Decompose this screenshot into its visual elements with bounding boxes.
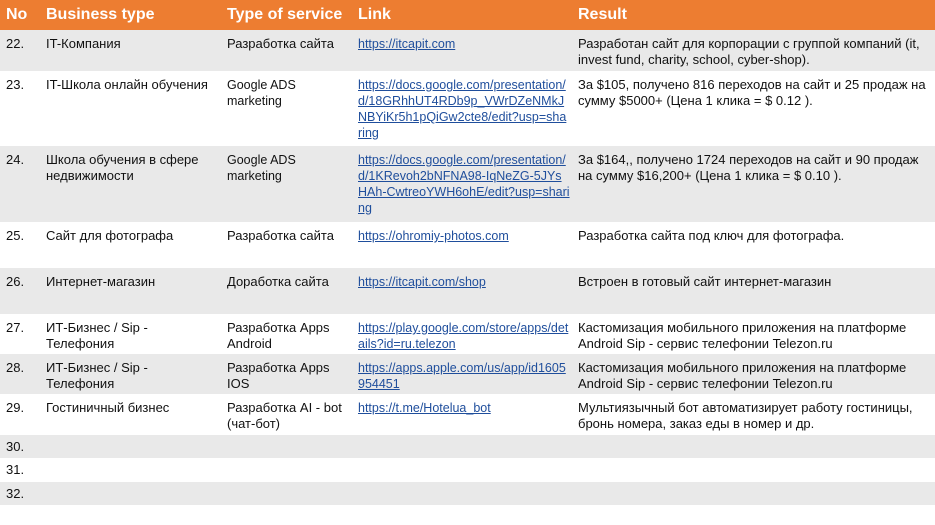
business-type-cell xyxy=(40,482,221,505)
service-cell: Разработка AI - bot (чат-бот) xyxy=(227,400,342,431)
result-cell xyxy=(572,458,935,482)
table-row xyxy=(0,30,935,71)
service-cell: Разработка Apps Android xyxy=(227,320,330,351)
business-type-cell: Интернет-магазин xyxy=(46,274,156,289)
service-cell: Разработка Apps IOS xyxy=(227,360,330,391)
result-cell xyxy=(572,482,935,505)
service-cell: Разработка сайта xyxy=(227,228,334,243)
row-number: 25. xyxy=(6,228,25,243)
business-type-cell: ИТ-Бизнес / Sip - Телефония xyxy=(46,360,148,391)
header-no: No xyxy=(6,6,28,23)
table-row xyxy=(0,458,935,482)
header-business-type: Business type xyxy=(46,6,155,23)
link-cell[interactable]: https://docs.google.com/presentation/d/18GRhhUT4RDb9p_VWrDZeNMkJNBYiKr5h1pQiGw2cte8/edit?usp=sharing xyxy=(358,78,567,140)
row-number: 31. xyxy=(6,462,25,477)
result-cell: Мультиязычный бот автоматизирует работу гостиницы, бронь номера, заказ еды в номер и др. xyxy=(578,400,913,431)
business-type-cell: Школа обучения в сфере недвижимости xyxy=(46,152,199,183)
result-cell: Встроен в готовый сайт интернет-магазин xyxy=(578,274,832,289)
link-cell[interactable]: https://t.me/Hotelua_bot xyxy=(358,401,491,415)
link-cell[interactable]: https://itcapit.com xyxy=(358,37,456,51)
row-number: 29. xyxy=(6,400,25,415)
table-row xyxy=(0,222,935,268)
link-cell[interactable]: https://itcapit.com/shop xyxy=(358,275,486,289)
service-cell: Google ADS marketing xyxy=(227,153,296,183)
business-type-cell xyxy=(40,435,221,458)
table-row xyxy=(0,71,935,146)
header-row xyxy=(0,0,935,30)
business-type-cell: IT-Школа онлайн обучения xyxy=(46,77,208,92)
service-cell: Доработка сайта xyxy=(227,274,329,289)
link-cell[interactable]: https://play.google.com/store/apps/details?id=ru.telezon xyxy=(358,321,569,351)
table-row xyxy=(0,146,935,222)
table-row xyxy=(0,268,935,314)
table-row xyxy=(0,354,935,394)
header-link: Link xyxy=(358,6,391,23)
row-number: 30. xyxy=(6,439,25,454)
table-row xyxy=(0,435,935,458)
row-number: 32. xyxy=(6,486,25,501)
business-type-cell: Сайт для фотографа xyxy=(46,228,174,243)
link-cell[interactable]: https://docs.google.com/presentation/d/1KRevoh2bNFNA98-IqNeZG-5JYsHAh-CwtreoYWH6ohE/edit?usp=sharing xyxy=(358,153,570,215)
business-type-cell: Гостиничный бизнес xyxy=(46,400,170,415)
link-cell xyxy=(352,482,572,505)
row-number: 28. xyxy=(6,360,25,375)
business-type-cell: IT-Компания xyxy=(46,36,121,51)
result-cell: Кастомизация мобильного приложения на платформе Android Sip - сервис телефонии Telezon.ru xyxy=(578,360,907,391)
service-cell: Разработка сайта xyxy=(227,36,334,51)
link-cell[interactable]: https://ohromiy-photos.com xyxy=(358,229,509,243)
result-cell xyxy=(572,435,935,458)
result-cell: Разработан сайт для корпорации с группой компаний (it, invest fund, charity, school, cyber-shop). xyxy=(578,36,920,67)
table-row xyxy=(0,314,935,354)
result-cell: За $105, получено 816 переходов на сайт и 25 продаж на сумму $5000+ (Цена 1 клика = $ 0.12 ). xyxy=(578,77,926,108)
row-number: 22. xyxy=(6,36,25,51)
row-number: 24. xyxy=(6,152,25,167)
table-row xyxy=(0,482,935,505)
business-type-cell xyxy=(40,458,221,482)
table-row xyxy=(0,394,935,435)
header-type-of-service: Type of service xyxy=(227,6,343,23)
header-result: Result xyxy=(578,6,627,23)
service-cell xyxy=(221,458,352,482)
service-cell xyxy=(221,435,352,458)
link-cell xyxy=(352,435,572,458)
link-cell xyxy=(352,458,572,482)
service-cell xyxy=(221,482,352,505)
link-cell[interactable]: https://apps.apple.com/us/app/id1605954451 xyxy=(358,361,566,391)
result-cell: Кастомизация мобильного приложения на платформе Android Sip - сервис телефонии Telezon.ru xyxy=(578,320,907,351)
service-cell: Google ADS marketing xyxy=(227,78,296,108)
business-type-cell: ИТ-Бизнес / Sip - Телефония xyxy=(46,320,148,351)
result-cell: За $164,, получено 1724 переходов на сайт и 90 продаж на сумму $16,200+ (Цена 1 клика = $ 0.10 ). xyxy=(578,152,919,183)
row-number: 26. xyxy=(6,274,25,289)
row-number: 23. xyxy=(6,77,25,92)
row-number: 27. xyxy=(6,320,25,335)
result-cell: Разработка сайта под ключ для фотографа. xyxy=(578,228,845,243)
